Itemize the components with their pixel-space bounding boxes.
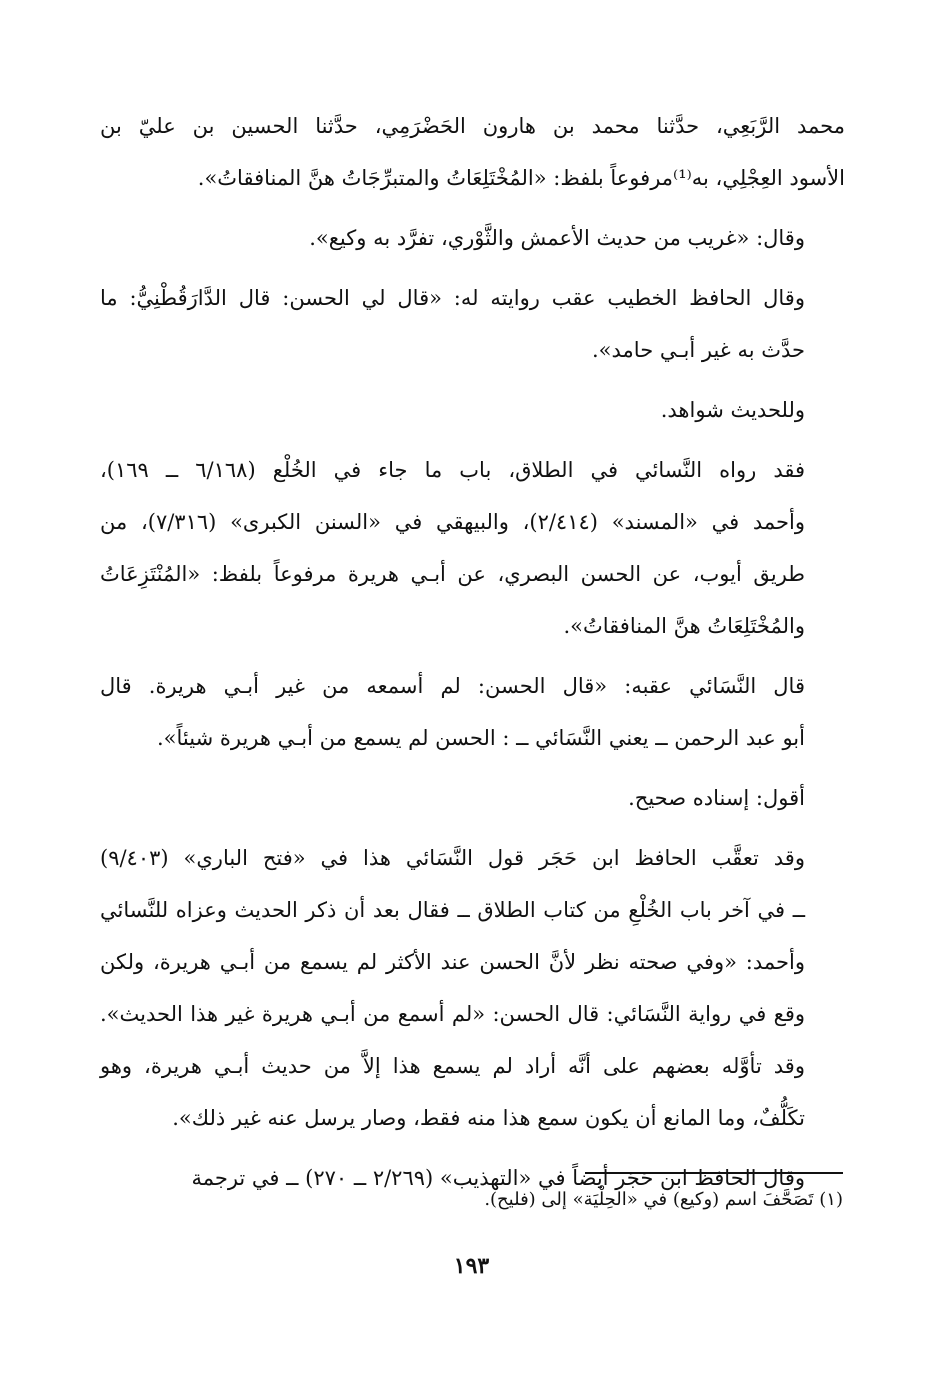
paragraph (100, 444, 845, 652)
text-line: حدَّث به غير أبـي حامد». (592, 338, 805, 362)
text-line: وقال الحافظ ابن حَجَر أيضاً في «التهذيب» (٢/٢٦٩ ــ ٢٧٠) ــ في ترجمة (191, 1166, 805, 1190)
text-line: أبو عبد الرحمن ــ يعني النَّسَائي ــ : الحسن لم يسمع من أبـي هريرة شيئاً». (157, 726, 805, 750)
text-line: وقال الحافظ الخطيب عقب روايته له: «قال لي الحسن: قال الدَّارَقُطْنِيُّ: ما (100, 286, 805, 310)
text-line: طريق أيوب، عن الحسن البصري، عن أبـي هريرة مرفوعاً بلفظ: «المُنْتَزِعَاتُ (100, 562, 805, 586)
page-number: ١٩٣ (453, 1253, 490, 1279)
text-line: وقد تأوَّله بعضهم على أنَّه أراد لم يسمع هذا إلاَّ من حديث أبـي هريرة، وهو (100, 1054, 805, 1078)
text-line: قال النَّسَائي عقبه: «قال الحسن: لم أسمعه من غير أبـي هريرة. قال (100, 674, 805, 698)
text-line: وأحمد: «وفي صحته نظر لأنَّ الحسن عند الأكثر لم يسمع من أبـي هريرة، ولكن (100, 950, 805, 974)
paragraph (100, 772, 845, 824)
paragraph (100, 832, 845, 1144)
text-line: وأحمد في «المسند» (٢/٤١٤)، والبيهقي في «السنن الكبرى» (٧/٣١٦)، من (100, 510, 806, 534)
text-line: الأسود العِجْلِي، به⁽¹⁾مرفوعاً بلفظ: «المُخْتَلِعَاتُ والمتبرِّجَاتُ هنَّ المنافقاتُ». (197, 166, 845, 190)
paragraph (100, 660, 845, 764)
text-line: وقال: «غريب من حديث الأعمش والثَّوْري، تفرَّد به وكيع». (309, 226, 805, 250)
paragraph (100, 100, 845, 204)
paragraph (100, 384, 845, 436)
footnote: (١) تَصَحَّفَ اسم (وكيع) في «الحِلْيَة» إلى (فليح). (484, 1189, 843, 1210)
paragraph (100, 272, 845, 376)
text-line: ــ في آخر باب الخُلْعِ من كتاب الطلاق ــ فقال بعد أن ذكر الحديث وعزاه للنَّسائي (100, 898, 805, 922)
text-line: وقع في رواية النَّسَائي: قال الحسن: «لم أسمع من أبـي هريرة غير هذا الحديث». (100, 1002, 805, 1026)
footnote-divider (585, 1172, 843, 1174)
text-line: محمد الرَّبَعِي، حدَّثنا محمد بن هارون الحَضْرَمِي، حدَّثنا الحسين بن عليّ بن (100, 114, 845, 138)
text-line: والمُخْتَلِعَاتُ هنَّ المنافقاتُ». (563, 614, 805, 638)
text-line: أقول: إسناده صحيح. (628, 786, 805, 810)
text-line: وللحديث شواهد. (660, 398, 805, 422)
paragraph (100, 212, 845, 264)
text-line: وقد تعقَّب الحافظ ابن حَجَر قول النَّسَائي هذا في «فتح الباري» (٩/٤٠٣) (100, 846, 805, 870)
text-line: فقد رواه النَّسائي في الطلاق، باب ما جاء في الخُلْع (٦/١٦٨ ــ ١٦٩)، (100, 458, 806, 482)
text-line: تكَلُّفٌ، وما المانع أن يكون سمع هذا منه فقط، وصار يرسل عنه غير ذلك». (172, 1106, 805, 1130)
page-body (100, 100, 845, 1212)
